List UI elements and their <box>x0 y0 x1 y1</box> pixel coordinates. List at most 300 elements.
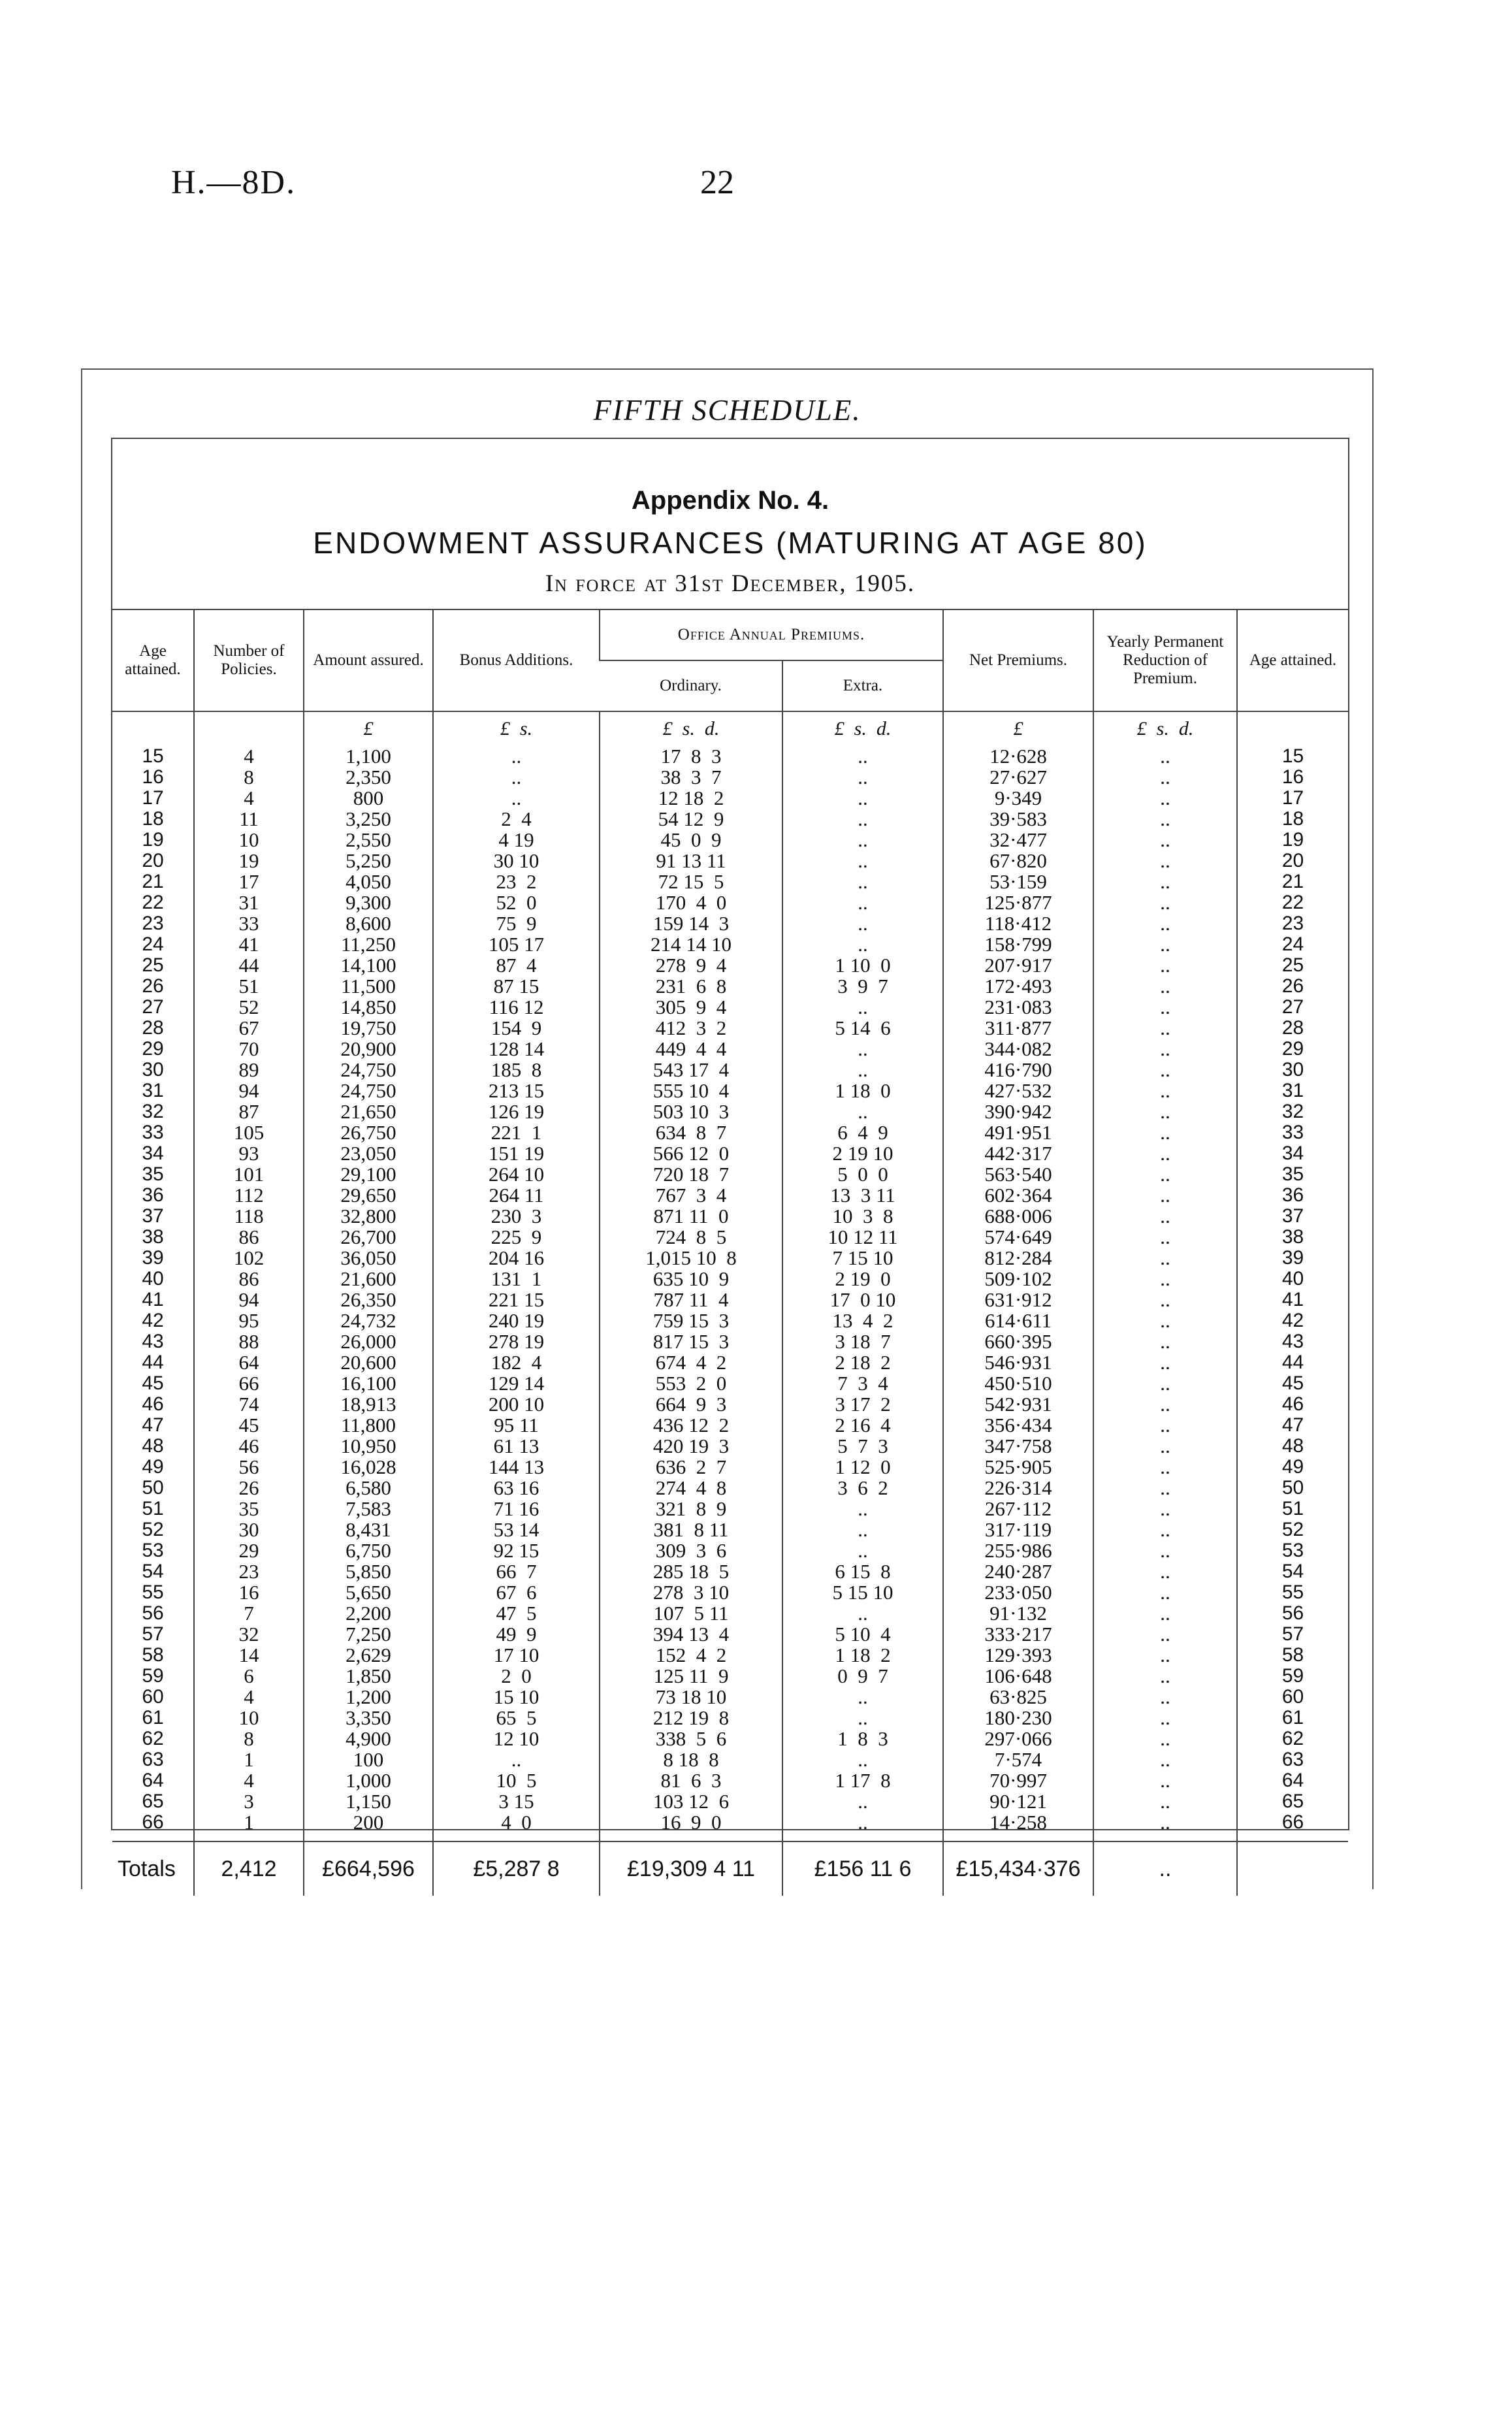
cell-net: 158·799 <box>943 934 1093 955</box>
cell-extra: .. <box>782 767 943 788</box>
cell-age: 36 <box>142 1184 164 1206</box>
cell-net: 317·119 <box>943 1519 1093 1540</box>
cell-age-right: 48 <box>1237 1436 1348 1457</box>
col-net: Net Premiums. <box>943 609 1093 711</box>
cell-yearly: .. <box>1093 1666 1237 1687</box>
cell-amount: 7,250 <box>304 1624 433 1645</box>
cell-yearly: .. <box>1093 1394 1237 1415</box>
schedule-frame <box>81 368 1374 1889</box>
cell-net: 106·648 <box>943 1666 1093 1687</box>
cell-yearly: .. <box>1093 1582 1237 1603</box>
cell-policies: 52 <box>194 997 304 1018</box>
cell-age: 46 <box>142 1393 164 1415</box>
table-row <box>112 1436 1348 1457</box>
cell-yearly: .. <box>1093 1812 1237 1833</box>
cell-extra: .. <box>782 1812 943 1833</box>
cell-extra: .. <box>782 997 943 1018</box>
cell-age-right: 57 <box>1237 1624 1348 1645</box>
cell-age-right: 55 <box>1237 1582 1348 1603</box>
cell-net: 542·931 <box>943 1394 1093 1415</box>
cell-bonus: 15 10 <box>433 1687 600 1708</box>
cell-ordinary: 543 17 4 <box>600 1060 782 1080</box>
cell-bonus: 144 13 <box>433 1457 600 1478</box>
cell-yearly: .. <box>1093 1164 1237 1185</box>
cell-extra: .. <box>782 892 943 913</box>
cell-bonus: 278 19 <box>433 1331 600 1352</box>
cell-ordinary: 449 4 4 <box>600 1039 782 1060</box>
cell-age-right: 56 <box>1237 1603 1348 1624</box>
cell-bonus: 2 4 <box>433 809 600 830</box>
cell-net: 39·583 <box>943 809 1093 830</box>
cell-yearly: .. <box>1093 1206 1237 1227</box>
cell-bonus: 116 12 <box>433 997 600 1018</box>
cell-extra: 7 3 4 <box>782 1373 943 1394</box>
cell-extra: 13 3 11 <box>782 1185 943 1206</box>
cell-yearly: .. <box>1093 830 1237 851</box>
cell-bonus: 185 8 <box>433 1060 600 1080</box>
cell-age-right: 60 <box>1237 1687 1348 1708</box>
cell-amount: 8,600 <box>304 913 433 934</box>
cell-age-right: 52 <box>1237 1519 1348 1540</box>
cell-yearly: .. <box>1093 1415 1237 1436</box>
cell-age: 55 <box>142 1581 164 1603</box>
cell-age-right: 58 <box>1237 1645 1348 1666</box>
cell-age: 28 <box>142 1017 164 1039</box>
cell-amount: 11,800 <box>304 1415 433 1436</box>
cell-extra: 5 7 3 <box>782 1436 943 1457</box>
cell-age: 18 <box>142 808 164 830</box>
table-row <box>112 1018 1348 1039</box>
cell-ordinary: 381 8 11 <box>600 1519 782 1540</box>
cell-amount: 29,650 <box>304 1185 433 1206</box>
cell-extra: .. <box>782 1603 943 1624</box>
table-row <box>112 851 1348 871</box>
cell-bonus: 87 4 <box>433 955 600 976</box>
cell-age-right: 33 <box>1237 1122 1348 1143</box>
cell-policies: 112 <box>194 1185 304 1206</box>
cell-ordinary: 817 15 3 <box>600 1331 782 1352</box>
cell-amount: 3,250 <box>304 809 433 830</box>
cell-age-right: 16 <box>1237 767 1348 788</box>
totals-label: Totals <box>112 1841 194 1896</box>
cell-amount: 1,200 <box>304 1687 433 1708</box>
cell-policies: 41 <box>194 934 304 955</box>
table-row <box>112 1415 1348 1436</box>
table-row <box>112 746 1348 767</box>
cell-extra: 13 4 2 <box>782 1310 943 1331</box>
cell-yearly: .. <box>1093 1248 1237 1269</box>
unit-bonus: £ s. <box>433 711 600 746</box>
cell-ordinary: 635 10 9 <box>600 1269 782 1289</box>
cell-extra: 6 15 8 <box>782 1561 943 1582</box>
cell-amount: 2,550 <box>304 830 433 851</box>
cell-policies: 31 <box>194 892 304 913</box>
cell-policies: 89 <box>194 1060 304 1080</box>
cell-age-right: 51 <box>1237 1499 1348 1519</box>
cell-age-right: 25 <box>1237 955 1348 976</box>
cell-net: 63·825 <box>943 1687 1093 1708</box>
cell-extra: 1 12 0 <box>782 1457 943 1478</box>
cell-age: 58 <box>142 1644 164 1666</box>
cell-bonus: 63 16 <box>433 1478 600 1499</box>
cell-net: 233·050 <box>943 1582 1093 1603</box>
cell-amount: 11,500 <box>304 976 433 997</box>
cell-net: 125·877 <box>943 892 1093 913</box>
cell-age-right: 36 <box>1237 1185 1348 1206</box>
cell-policies: 8 <box>194 767 304 788</box>
table-row <box>112 788 1348 809</box>
cell-extra: .. <box>782 1499 943 1519</box>
cell-net: 491·951 <box>943 1122 1093 1143</box>
cell-age: 48 <box>142 1435 164 1457</box>
endowment-table <box>112 609 1348 1896</box>
cell-net: 390·942 <box>943 1101 1093 1122</box>
cell-amount: 8,431 <box>304 1519 433 1540</box>
cell-net: 563·540 <box>943 1164 1093 1185</box>
col-office-premiums: Office Annual Premiums. <box>600 609 943 660</box>
cell-extra: 2 19 10 <box>782 1143 943 1164</box>
cell-amount: 16,100 <box>304 1373 433 1394</box>
cell-ordinary: 54 12 9 <box>600 809 782 830</box>
cell-net: 427·532 <box>943 1080 1093 1101</box>
cell-ordinary: 338 5 6 <box>600 1728 782 1749</box>
cell-ordinary: 759 15 3 <box>600 1310 782 1331</box>
cell-age: 49 <box>142 1456 164 1478</box>
cell-net: 311·877 <box>943 1018 1093 1039</box>
unit-net: £ <box>943 711 1093 746</box>
cell-ordinary: 664 9 3 <box>600 1394 782 1415</box>
cell-yearly: .. <box>1093 1436 1237 1457</box>
cell-policies: 67 <box>194 1018 304 1039</box>
cell-policies: 10 <box>194 830 304 851</box>
cell-age-right: 53 <box>1237 1540 1348 1561</box>
cell-yearly: .. <box>1093 871 1237 892</box>
cell-net: 32·477 <box>943 830 1093 851</box>
cell-net: 333·217 <box>943 1624 1093 1645</box>
schedule-title: FIFTH SCHEDULE. <box>593 394 861 427</box>
cell-extra: 1 17 8 <box>782 1770 943 1791</box>
cell-age-right: 19 <box>1237 830 1348 851</box>
page-number: 22 <box>700 164 734 201</box>
cell-age-right: 35 <box>1237 1164 1348 1185</box>
cell-bonus: 4 19 <box>433 830 600 851</box>
table-row <box>112 1603 1348 1624</box>
cell-extra: 17 0 10 <box>782 1289 943 1310</box>
cell-net: 90·121 <box>943 1791 1093 1812</box>
cell-yearly: .. <box>1093 1708 1237 1728</box>
cell-age: 19 <box>142 829 164 851</box>
cell-net: 631·912 <box>943 1289 1093 1310</box>
cell-bonus: 154 9 <box>433 1018 600 1039</box>
spacer-row <box>112 1833 1348 1841</box>
cell-amount: 10,950 <box>304 1436 433 1457</box>
cell-policies: 29 <box>194 1540 304 1561</box>
table-row <box>112 1080 1348 1101</box>
cell-amount: 2,350 <box>304 767 433 788</box>
cell-ordinary: 38 3 7 <box>600 767 782 788</box>
cell-age: 32 <box>142 1101 164 1122</box>
unit-amount: £ <box>304 711 433 746</box>
cell-net: 27·627 <box>943 767 1093 788</box>
cell-policies: 30 <box>194 1519 304 1540</box>
cell-age-right: 38 <box>1237 1227 1348 1248</box>
totals-policies: 2,412 <box>194 1841 304 1896</box>
cell-net: 442·317 <box>943 1143 1093 1164</box>
cell-policies: 16 <box>194 1582 304 1603</box>
cell-net: 347·758 <box>943 1436 1093 1457</box>
cell-age-right: 34 <box>1237 1143 1348 1164</box>
cell-ordinary: 1,015 10 8 <box>600 1248 782 1269</box>
cell-bonus: 17 10 <box>433 1645 600 1666</box>
cell-amount: 100 <box>304 1749 433 1770</box>
table-row <box>112 809 1348 830</box>
cell-amount: 1,150 <box>304 1791 433 1812</box>
cell-extra: .. <box>782 830 943 851</box>
cell-age: 23 <box>142 913 164 934</box>
cell-ordinary: 125 11 9 <box>600 1666 782 1687</box>
table-subheading: In force at 31st December, 1905. <box>545 570 916 597</box>
table-row <box>112 892 1348 913</box>
table-row <box>112 1394 1348 1415</box>
cell-bonus: 126 19 <box>433 1101 600 1122</box>
cell-policies: 94 <box>194 1080 304 1101</box>
cell-extra: 1 18 0 <box>782 1080 943 1101</box>
cell-yearly: .. <box>1093 1122 1237 1143</box>
cell-yearly: .. <box>1093 1185 1237 1206</box>
cell-extra: .. <box>782 1687 943 1708</box>
cell-policies: 33 <box>194 913 304 934</box>
cell-age: 37 <box>142 1205 164 1227</box>
cell-extra: 1 8 3 <box>782 1728 943 1749</box>
cell-bonus: 53 14 <box>433 1519 600 1540</box>
cell-age: 62 <box>142 1728 164 1749</box>
table-row <box>112 1185 1348 1206</box>
table-row <box>112 1666 1348 1687</box>
cell-extra: 0 9 7 <box>782 1666 943 1687</box>
cell-age: 21 <box>142 871 164 892</box>
table-row <box>112 1499 1348 1519</box>
cell-net: 525·905 <box>943 1457 1093 1478</box>
cell-age: 43 <box>142 1331 164 1352</box>
col-policies: Number of Policies. <box>194 609 304 711</box>
cell-net: 356·434 <box>943 1415 1093 1436</box>
cell-yearly: .. <box>1093 1687 1237 1708</box>
cell-yearly: .. <box>1093 1227 1237 1248</box>
cell-age-right: 32 <box>1237 1101 1348 1122</box>
cell-amount: 18,913 <box>304 1394 433 1415</box>
cell-age-right: 66 <box>1237 1812 1348 1833</box>
header-reference: H.—8D. <box>171 164 297 201</box>
cell-extra: 6 4 9 <box>782 1122 943 1143</box>
cell-amount: 4,050 <box>304 871 433 892</box>
cell-ordinary: 555 10 4 <box>600 1080 782 1101</box>
col-age: Age attained. <box>112 609 194 711</box>
totals-extra: £156 11 6 <box>782 1841 943 1896</box>
cell-yearly: .. <box>1093 1060 1237 1080</box>
cell-bonus: 131 1 <box>433 1269 600 1289</box>
cell-bonus: 47 5 <box>433 1603 600 1624</box>
cell-bonus: 240 19 <box>433 1310 600 1331</box>
cell-policies: 94 <box>194 1289 304 1310</box>
cell-policies: 4 <box>194 788 304 809</box>
cell-age: 53 <box>142 1540 164 1561</box>
cell-bonus: 65 5 <box>433 1708 600 1728</box>
cell-amount: 20,600 <box>304 1352 433 1373</box>
table-row <box>112 1457 1348 1478</box>
cell-yearly: .. <box>1093 997 1237 1018</box>
cell-extra: .. <box>782 809 943 830</box>
cell-yearly: .. <box>1093 1540 1237 1561</box>
cell-age: 61 <box>142 1707 164 1728</box>
table-row <box>112 1478 1348 1499</box>
cell-yearly: .. <box>1093 934 1237 955</box>
cell-amount: 21,600 <box>304 1269 433 1289</box>
cell-ordinary: 45 0 9 <box>600 830 782 851</box>
table-row <box>112 1373 1348 1394</box>
table-row <box>112 1582 1348 1603</box>
cell-age: 52 <box>142 1519 164 1540</box>
units-row <box>112 711 1348 746</box>
cell-bonus: 213 15 <box>433 1080 600 1101</box>
cell-extra: .. <box>782 1749 943 1770</box>
cell-yearly: .. <box>1093 1770 1237 1791</box>
cell-yearly: .. <box>1093 892 1237 913</box>
cell-amount: 3,350 <box>304 1708 433 1728</box>
cell-yearly: .. <box>1093 1018 1237 1039</box>
cell-extra: 3 9 7 <box>782 976 943 997</box>
cell-amount: 6,580 <box>304 1478 433 1499</box>
cell-age-right: 42 <box>1237 1310 1348 1331</box>
cell-ordinary: 12 18 2 <box>600 788 782 809</box>
cell-amount: 5,250 <box>304 851 433 871</box>
cell-amount: 26,000 <box>304 1331 433 1352</box>
col-age-right: Age attained. <box>1237 609 1348 711</box>
table-row <box>112 1039 1348 1060</box>
cell-ordinary: 420 19 3 <box>600 1436 782 1457</box>
cell-net: 602·364 <box>943 1185 1093 1206</box>
cell-policies: 101 <box>194 1164 304 1185</box>
cell-bonus: 3 15 <box>433 1791 600 1812</box>
cell-ordinary: 321 8 9 <box>600 1499 782 1519</box>
cell-age-right: 40 <box>1237 1269 1348 1289</box>
cell-age-right: 27 <box>1237 997 1348 1018</box>
cell-extra: .. <box>782 1708 943 1728</box>
cell-bonus: 4 0 <box>433 1812 600 1833</box>
cell-policies: 1 <box>194 1812 304 1833</box>
cell-extra: 2 19 0 <box>782 1269 943 1289</box>
cell-amount: 200 <box>304 1812 433 1833</box>
cell-extra: 10 3 8 <box>782 1206 943 1227</box>
cell-net: 9·349 <box>943 788 1093 809</box>
table-row <box>112 997 1348 1018</box>
cell-amount: 14,100 <box>304 955 433 976</box>
cell-age: 41 <box>142 1289 164 1310</box>
cell-policies: 44 <box>194 955 304 976</box>
cell-ordinary: 634 8 7 <box>600 1122 782 1143</box>
table-row <box>112 1519 1348 1540</box>
cell-yearly: .. <box>1093 1478 1237 1499</box>
cell-ordinary: 107 5 11 <box>600 1603 782 1624</box>
cell-age: 65 <box>142 1791 164 1812</box>
table-row <box>112 955 1348 976</box>
cell-age-right: 47 <box>1237 1415 1348 1436</box>
cell-amount: 24,750 <box>304 1060 433 1080</box>
cell-net: 180·230 <box>943 1708 1093 1728</box>
cell-ordinary: 231 6 8 <box>600 976 782 997</box>
cell-ordinary: 305 9 4 <box>600 997 782 1018</box>
cell-yearly: .. <box>1093 1331 1237 1352</box>
cell-policies: 118 <box>194 1206 304 1227</box>
cell-extra: 10 12 11 <box>782 1227 943 1248</box>
cell-yearly: .. <box>1093 851 1237 871</box>
cell-age: 64 <box>142 1770 164 1791</box>
cell-policies: 66 <box>194 1373 304 1394</box>
cell-age: 25 <box>142 954 164 976</box>
cell-age: 34 <box>142 1143 164 1164</box>
cell-age: 39 <box>142 1247 164 1269</box>
cell-yearly: .. <box>1093 1039 1237 1060</box>
cell-bonus: 200 10 <box>433 1394 600 1415</box>
cell-bonus: .. <box>433 746 600 767</box>
cell-age: 38 <box>142 1226 164 1248</box>
cell-policies: 46 <box>194 1436 304 1457</box>
cell-age: 40 <box>142 1268 164 1289</box>
cell-net: 344·082 <box>943 1039 1093 1060</box>
cell-age: 47 <box>142 1414 164 1436</box>
cell-amount: 6,750 <box>304 1540 433 1561</box>
cell-ordinary: 566 12 0 <box>600 1143 782 1164</box>
cell-policies: 14 <box>194 1645 304 1666</box>
cell-policies: 17 <box>194 871 304 892</box>
cell-age-right: 23 <box>1237 913 1348 934</box>
table-row <box>112 1645 1348 1666</box>
cell-yearly: .. <box>1093 1561 1237 1582</box>
cell-age-right: 39 <box>1237 1248 1348 1269</box>
cell-yearly: .. <box>1093 1624 1237 1645</box>
cell-ordinary: 553 2 0 <box>600 1373 782 1394</box>
cell-amount: 14,850 <box>304 997 433 1018</box>
cell-bonus: 67 6 <box>433 1582 600 1603</box>
cell-amount: 24,750 <box>304 1080 433 1101</box>
table-row <box>112 1248 1348 1269</box>
cell-extra: 5 0 0 <box>782 1164 943 1185</box>
cell-net: 7·574 <box>943 1749 1093 1770</box>
cell-net: 267·112 <box>943 1499 1093 1519</box>
cell-policies: 95 <box>194 1310 304 1331</box>
cell-extra: .. <box>782 871 943 892</box>
cell-bonus: 204 16 <box>433 1248 600 1269</box>
cell-amount: 2,629 <box>304 1645 433 1666</box>
cell-age: 35 <box>142 1163 164 1185</box>
cell-amount: 21,650 <box>304 1101 433 1122</box>
cell-age-right: 18 <box>1237 809 1348 830</box>
cell-bonus: 225 9 <box>433 1227 600 1248</box>
cell-amount: 26,700 <box>304 1227 433 1248</box>
table-row <box>112 976 1348 997</box>
cell-policies: 64 <box>194 1352 304 1373</box>
cell-age-right: 22 <box>1237 892 1348 913</box>
cell-net: 546·931 <box>943 1352 1093 1373</box>
cell-ordinary: 674 4 2 <box>600 1352 782 1373</box>
unit-extra: £ s. d. <box>782 711 943 746</box>
cell-age: 66 <box>142 1811 164 1833</box>
cell-bonus: 75 9 <box>433 913 600 934</box>
cell-bonus: 10 5 <box>433 1770 600 1791</box>
cell-amount: 5,850 <box>304 1561 433 1582</box>
cell-bonus: 182 4 <box>433 1352 600 1373</box>
cell-ordinary: 636 2 7 <box>600 1457 782 1478</box>
cell-amount: 11,250 <box>304 934 433 955</box>
